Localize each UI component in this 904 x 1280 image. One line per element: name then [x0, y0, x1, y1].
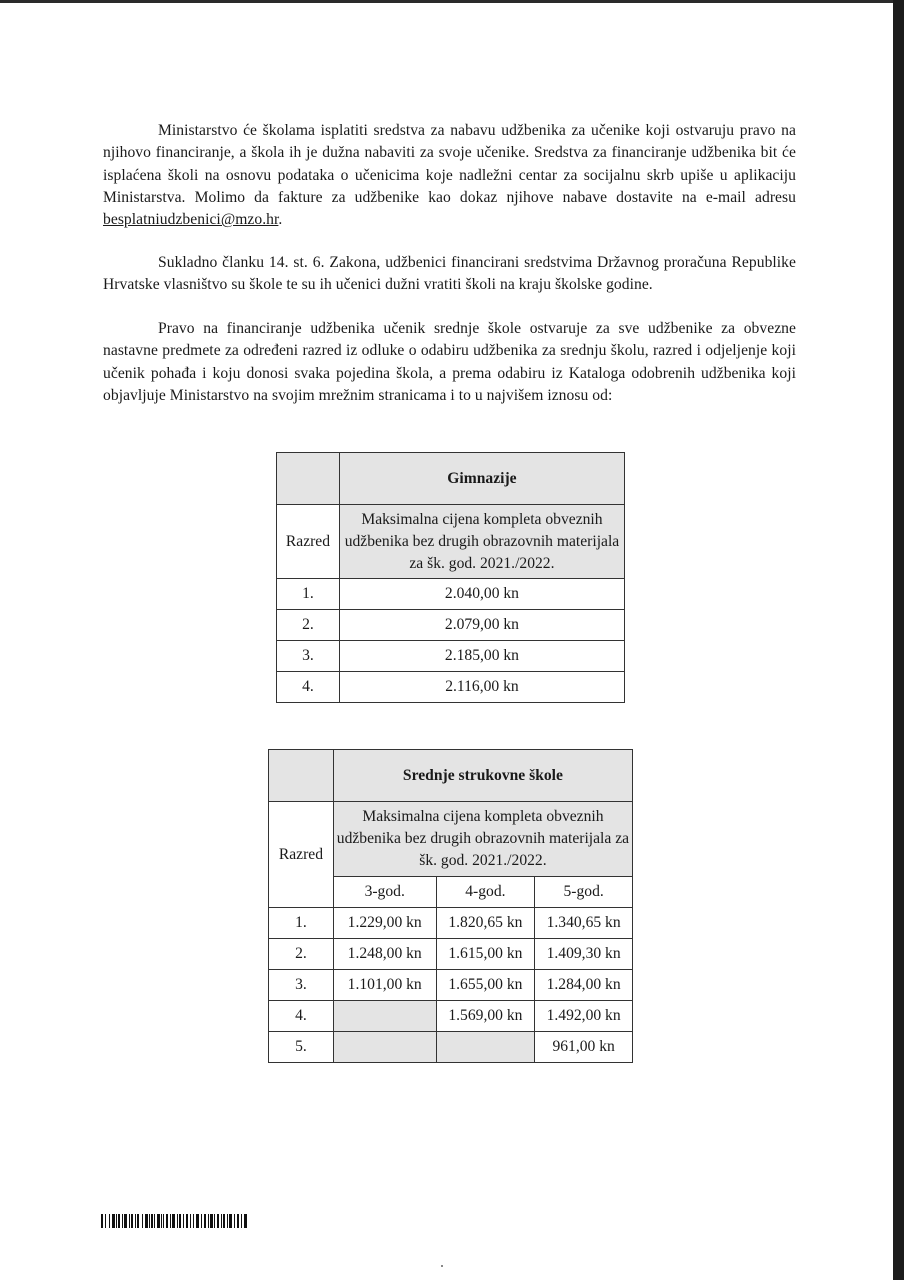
razred-cell: 4.: [277, 672, 340, 703]
column-header-price: Maksimalna cijena kompleta obveznih udžbenika bez drugih obrazovnih materijala za šk. god. 2021./2022.: [339, 505, 624, 579]
price-cell: 2.185,00 kn: [339, 641, 624, 672]
price-3-god: 1.101,00 kn: [333, 970, 436, 1001]
table-corner-cell: [269, 750, 334, 802]
price-3-god: 1.229,00 kn: [333, 908, 436, 939]
razred-cell: 2.: [269, 939, 334, 970]
table-row: [269, 908, 633, 939]
price-4-god: 1.655,00 kn: [436, 970, 535, 1001]
price-5-god: 961,00 kn: [535, 1032, 633, 1063]
price-3-god: [333, 1001, 436, 1032]
razred-cell: 4.: [269, 1001, 334, 1032]
table-gimnazije: [276, 452, 625, 703]
razred-cell: 3.: [269, 970, 334, 1001]
paragraph-funding: [103, 120, 796, 231]
razred-cell: 1.: [277, 579, 340, 610]
paragraph-funding-text: Ministarstvo će školama isplatiti sredstva za nabavu udžbenika za učenike koji ostvaruju pravo na njihovo financiranje, a škola ih je dužna nabaviti za svoje učenike. Sredstva za financiranje udžbenika bit će isplaćena školi na osnovu podataka o učenicima koje nadležni centar za socijalnu skrb upiše u aplikaciju Ministarstva. Molimo da fakture za udžbenike kao dokaz njihove nabave dostavite na e-mail adresu: [103, 122, 796, 206]
table-row: [277, 610, 625, 641]
price-5-god: 1.284,00 kn: [535, 970, 633, 1001]
email-link[interactable]: besplatniudzbenici@mzo.hr: [103, 211, 279, 229]
price-5-god: 1.340,65 kn: [535, 908, 633, 939]
price-4-god: 1.569,00 kn: [436, 1001, 535, 1032]
column-header-razred: Razred: [277, 505, 340, 579]
price-5-god: 1.409,30 kn: [535, 939, 633, 970]
price-4-god: [436, 1032, 535, 1063]
column-header-razred: Razred: [269, 802, 334, 908]
subheader-4-god: 4-god.: [436, 877, 535, 908]
scan-speck: [441, 1265, 443, 1267]
table-row: [269, 1001, 633, 1032]
paragraph-funding-end: .: [278, 211, 283, 229]
price-5-god: 1.492,00 kn: [535, 1001, 633, 1032]
table-row: [269, 970, 633, 1001]
page-top-border: [0, 0, 904, 3]
table-strukovne: [268, 749, 633, 1063]
razred-cell: 3.: [277, 641, 340, 672]
price-4-god: 1.820,65 kn: [436, 908, 535, 939]
table-row: [277, 641, 625, 672]
scan-edge: [893, 0, 904, 1280]
table-row: [269, 939, 633, 970]
table-row: [277, 672, 625, 703]
price-4-god: 1.615,00 kn: [436, 939, 535, 970]
price-cell: 2.079,00 kn: [339, 610, 624, 641]
razred-cell: 5.: [269, 1032, 334, 1063]
column-header-price: Maksimalna cijena kompleta obveznih udžbenika bez drugih obrazovnih materijala za šk. god. 2021./2022.: [333, 802, 632, 877]
table-row: [277, 579, 625, 610]
table-title: Srednje strukovne škole: [333, 750, 632, 802]
barcode-image: [101, 1214, 247, 1228]
table-row: [269, 1032, 633, 1063]
price-3-god: 1.248,00 kn: [333, 939, 436, 970]
price-cell: 2.040,00 kn: [339, 579, 624, 610]
paragraph-ownership: Sukladno članku 14. st. 6. Zakona, udžbenici financirani sredstvima Državnog proračuna Republike Hrvatske vlasništvo su škole te su ih učenici dužni vratiti školi na kraju školske godine.: [103, 254, 796, 294]
price-cell: 2.116,00 kn: [339, 672, 624, 703]
price-3-god: [333, 1032, 436, 1063]
table-corner-cell: [277, 453, 340, 505]
subheader-5-god: 5-god.: [535, 877, 633, 908]
table-title: Gimnazije: [339, 453, 624, 505]
razred-cell: 2.: [277, 610, 340, 641]
razred-cell: 1.: [269, 908, 334, 939]
subheader-3-god: 3-god.: [333, 877, 436, 908]
paragraph-entitlement: Pravo na financiranje udžbenika učenik srednje škole ostvaruje za sve udžbenike za obvezne nastavne predmete za određeni razred iz odluke o odabiru udžbenika za srednju školu, razred i odjeljenje koji učenik pohađa i koju donosi svaka pojedina škola, a prema odabiru iz Kataloga odobrenih udžbenika koji objavljuje Ministarstvo na svojim mrežnim stranicama i to u najvišem iznosu od:: [103, 320, 796, 404]
